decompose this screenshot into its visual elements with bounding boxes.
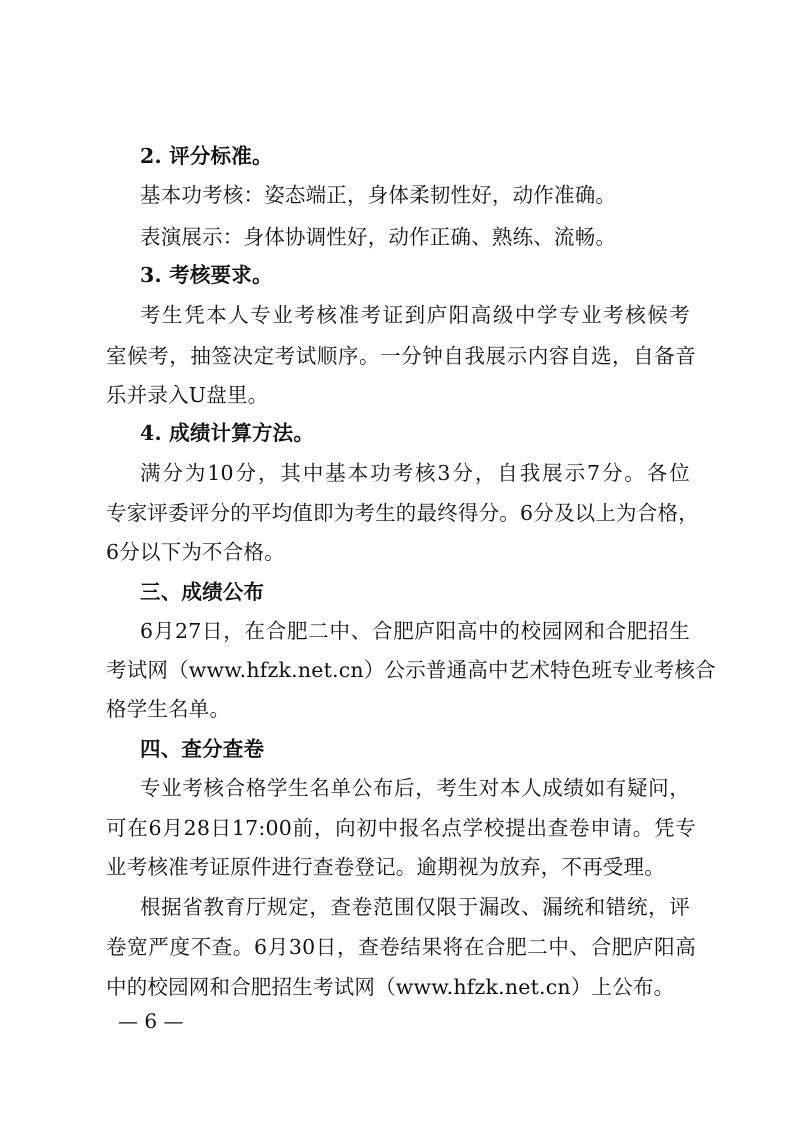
- paragraph-line: 专业考核合格学生名单公布后，考生对本人成绩如有疑问，: [140, 776, 690, 800]
- section-heading-scoring-criteria: 2. 评分标准。: [140, 144, 273, 168]
- paragraph-line: 中的校园网和合肥招生考试网（www.hfzk.net.cn）上公布。: [106, 975, 675, 999]
- paragraph-line: 室候考，抽签决定考试顺序。一分钟自我展示内容自选，自备音: [106, 344, 696, 368]
- paragraph-line: 业考核准考证原件进行查卷登记。逾期视为放弃，不再受理。: [106, 855, 665, 879]
- section-heading-exam-requirements: 3. 考核要求。: [140, 263, 273, 287]
- section-heading-results-announcement: 三、成绩公布: [140, 580, 265, 604]
- paragraph-line: 满分为10分，其中基本功考核3分，自我展示7分。各位: [140, 461, 690, 485]
- paragraph-line: 专家评委评分的平均值即为考生的最终得分。6分及以上为合格，: [106, 501, 699, 525]
- paragraph-line: 可在6月28日17:00前，向初中报名点学校提出查卷申请。凭专: [106, 816, 696, 840]
- paragraph-line: 表演展示：身体协调性好，动作正确、熟练、流畅。: [140, 225, 617, 249]
- section-heading-score-method: 4. 成绩计算方法。: [140, 421, 315, 445]
- page-number: — 6 —: [118, 1009, 184, 1033]
- paragraph-line: 考生凭本人专业考核准考证到庐阳高级中学专业考核候考: [140, 303, 690, 327]
- paragraph-line: 6月27日，在合肥二中、合肥庐阳高中的校园网和合肥招生: [140, 619, 690, 643]
- paragraph-line: 考试网（www.hfzk.net.cn）公示普通高中艺术特色班专业考核合: [106, 658, 716, 682]
- paragraph-line: 基本功考核：姿态端正，身体柔韧性好，动作准确。: [140, 183, 617, 207]
- paragraph-line: 卷宽严度不查。6月30日，查卷结果将在合肥二中、合肥庐阳高: [106, 935, 696, 959]
- paragraph-line: 乐并录入U盘里。: [106, 383, 269, 407]
- paragraph-line: 格学生名单。: [106, 697, 231, 721]
- paragraph-line: 6分以下为不合格。: [106, 540, 285, 564]
- section-heading-score-inquiry: 四、查分查卷: [140, 737, 265, 761]
- paragraph-line: 根据省教育厅规定，查卷范围仅限于漏改、漏统和错统，评: [140, 895, 690, 919]
